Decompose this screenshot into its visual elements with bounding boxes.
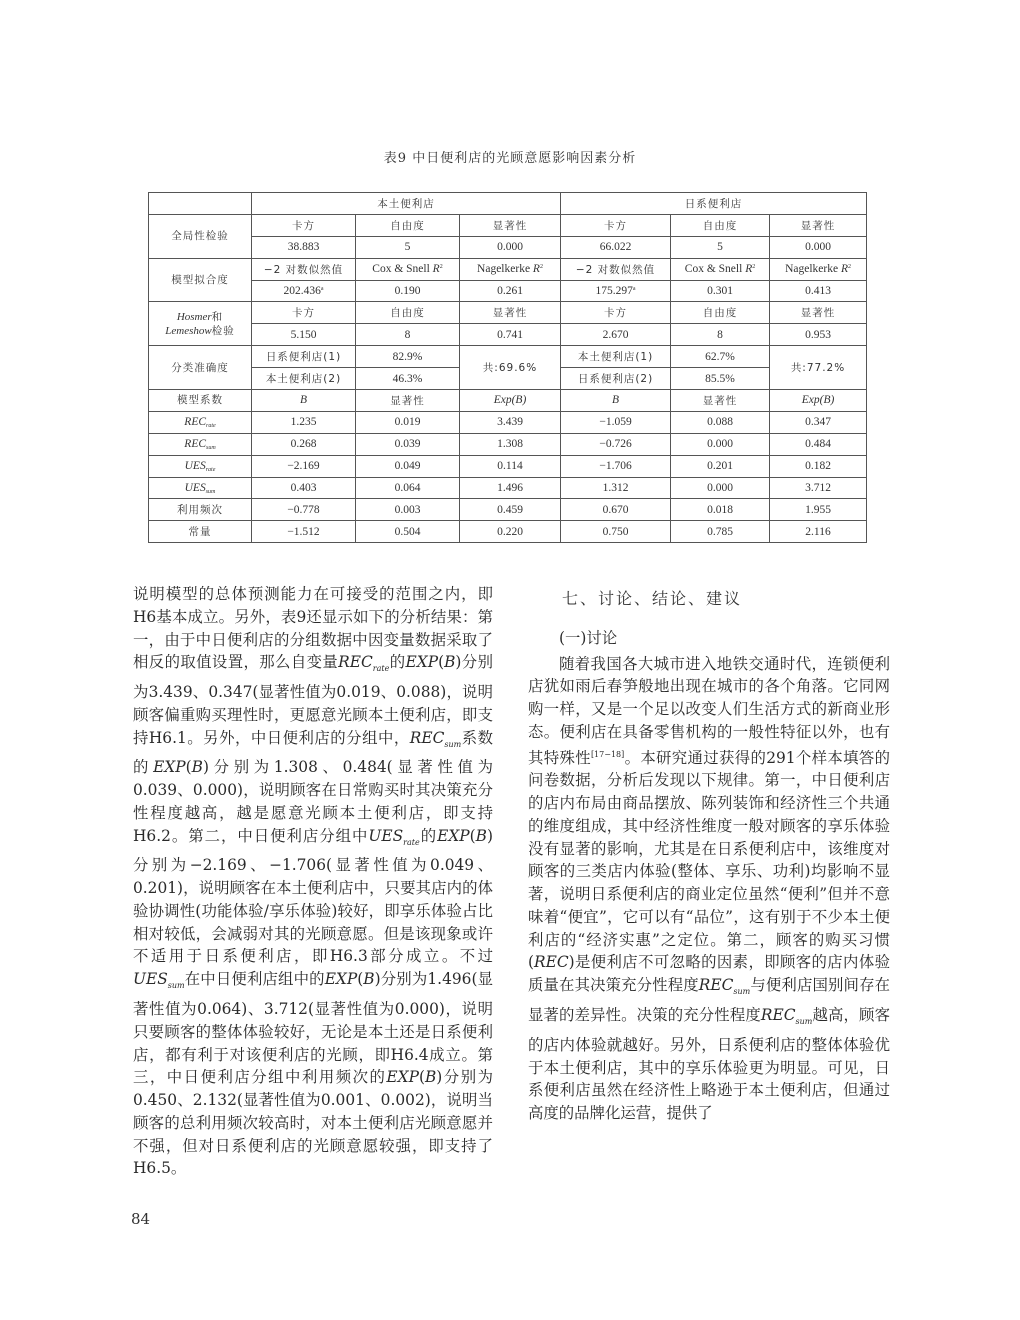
table-cell: 显著性 [460, 214, 561, 236]
cell-text: Lemeshow [165, 324, 212, 337]
table-cell: 8 [356, 324, 460, 346]
superscript: 2 [752, 264, 756, 271]
cell-text: 检验 [211, 324, 235, 337]
cell-text: Nagelkerke [785, 263, 841, 276]
table-cell: 0.785 [671, 521, 770, 543]
table-cell: Exp(B) [460, 390, 561, 412]
var: REC [760, 1005, 796, 1024]
table-cell: 0.301 [671, 280, 770, 302]
var: EXP [437, 826, 470, 845]
cell-text: R [532, 263, 540, 276]
table-cell [770, 258, 867, 280]
superscript: 2 [539, 264, 543, 271]
text: 。本研究通过获得的291个样本填答的问卷数据，分析后发现以下规律。第一，中日便利店的店内布局由商品摆放、陈列装饰和经济性三个共通的维度组成，其中经济性维度一般对顾客的享乐体验没有显著的影响，尤其是在日系便利店中，该维度对顾客的三类店内体验(整体、享乐、功利)均影响不显著，说明日系便利店的商业定位虽然“便利”但并不意味着“便宜”，它可以有“品位”，这有别于不少本土便利店的“经济实惠”之定位。第二，顾客的购买习惯( [528, 748, 890, 972]
table-cell [460, 258, 561, 280]
subsection-heading: (一)讨论 [559, 628, 618, 647]
table-cell: 2.670 [561, 324, 671, 346]
table-cell: 显著性 [460, 302, 561, 324]
table-cell: 8 [671, 324, 770, 346]
table-cell: 62.7% [671, 346, 770, 368]
table-cell: 2.116 [770, 521, 867, 543]
table-cell: 82.9% [356, 346, 460, 368]
text: )分别为1.496(显著性值为0.064)、3.712(显著性值为0.000)，说明只要顾客的整体体验较好，无论是本土还是日系便利店，都有利于对该便利店的光顾，即H6.4成立。第三，中日便利店分组中利用频次的 [133, 970, 493, 1087]
table-row [149, 280, 867, 302]
cell-text: Nagelkerke [477, 263, 533, 276]
table-9 [148, 192, 867, 543]
table-cell: 0.000 [460, 236, 561, 258]
table-cell: 5.150 [252, 324, 356, 346]
table-cell: 0.268 [252, 433, 356, 455]
table-cell: 3.439 [460, 411, 561, 433]
var: B [363, 970, 375, 989]
table-cell: B [252, 390, 356, 412]
table-cell: 5 [671, 236, 770, 258]
table-cell: 0.504 [356, 521, 460, 543]
cell-text: 175.297 [595, 285, 633, 297]
text: ( [418, 1068, 425, 1087]
var: EXP [386, 1068, 419, 1087]
left-column [133, 583, 493, 1180]
text: ( [185, 758, 192, 777]
table-cell: 0.088 [671, 411, 770, 433]
table-cell: −1.512 [252, 521, 356, 543]
table-cell: 0.049 [356, 455, 460, 477]
table-row [149, 236, 867, 258]
table-cell: 日系便利店(1) [252, 346, 356, 368]
table-row [149, 390, 867, 412]
table-cell: 卡方 [252, 214, 356, 236]
table-cell [149, 411, 252, 433]
cell-text: Hosmer [176, 310, 212, 323]
body-paragraph [528, 653, 890, 1125]
table-cell: 自由度 [356, 214, 460, 236]
subscript: sum [795, 1017, 813, 1027]
table-row [149, 346, 867, 368]
table-cell: 本土便利店(1) [561, 346, 671, 368]
table-cell: 0.000 [770, 236, 867, 258]
text: 说明模型的总体预测能力在可接受的范围之内，即H6基本成立。另外，表9还显示如下的分析结果：第一，由于中日便利店的分组数据中因变量数据采取了相反的取值设置，那么自变量 [133, 585, 493, 672]
text: 随着我国各大城市进入地铁交通时代，连锁便利店犹如雨后春笋般地出现在城市的各个角落。它同网购一样，又是一个足以改变人们生活方式的新商业形态。便利店在具备零售机构的一般性特征以外，也有其特殊性 [528, 654, 890, 767]
table-cell: 0.403 [252, 477, 356, 499]
table-cell: −0.778 [252, 499, 356, 521]
table-cell: 0.750 [561, 521, 671, 543]
var: EXP [405, 653, 439, 672]
table-cell [149, 433, 252, 455]
table-row [149, 324, 867, 346]
table-cell: 共:69.6% [460, 346, 561, 390]
subscript: sum [167, 981, 185, 991]
var: B [424, 1068, 437, 1087]
table-cell: 日系便利店(2) [561, 368, 671, 390]
table-cell [356, 258, 460, 280]
table-row [149, 302, 867, 324]
var: REC [534, 953, 569, 972]
table-cell: 0.064 [356, 477, 460, 499]
table-caption: 表9 中日便利店的光顾意愿影响因素分析 [383, 151, 637, 166]
table-cell: 0.459 [460, 499, 561, 521]
cell-text: Cox & Snell [372, 263, 433, 276]
table-cell: 1.308 [460, 433, 561, 455]
subscript: sum [444, 739, 462, 749]
table-cell: 0.182 [770, 455, 867, 477]
table-cell: 卡方 [561, 214, 671, 236]
table-cell: 显著性 [770, 302, 867, 324]
cell-text: REC [184, 415, 207, 428]
table-row [149, 455, 867, 477]
table-cell: 自由度 [671, 214, 770, 236]
cell-text: REC [184, 437, 207, 450]
table-cell: B [561, 390, 671, 412]
text: )分别为−2.169、−1.706(显著性值为0.049、0.201)，说明顾客在本土便利店中，只要其店内的体验协调性(功能体验/享乐体验)较好，即享乐体验占比相对较低，会减弱对其的光顾意愿。但是该现象或许不适用于日系便利店，即H6.3部分成立。不过 [133, 826, 493, 966]
text: 越高，顾客的店内体验就越好。另外，日系便利店的整体体验优于本土便利店，其中的享乐体验更为明显。可见，日系便利店虽然在经济性上略逊于本土便利店，但通过高度的品牌化运营，提供了 [528, 1005, 890, 1123]
text: )分别为3.439、0.347(显著性值为0.019、0.088)，说明顾客偏重购买理性时，更愿意光顾本土便利店，即支持H6.1。另外，中日便利店的分组中， [133, 653, 493, 747]
var: REC [338, 653, 373, 672]
subscript: rate [205, 466, 216, 473]
text: ( [438, 653, 445, 672]
cell-text: R [840, 263, 848, 276]
group-header-local: 本土便利店 [252, 193, 561, 215]
table-cell: Exp(B) [770, 390, 867, 412]
cell-text: UES [184, 481, 206, 494]
page-number: 84 [131, 1210, 151, 1228]
table-cell: −0.726 [561, 433, 671, 455]
table-cell: 0.018 [671, 499, 770, 521]
subscript: rate [206, 422, 216, 429]
table-cell: 46.3% [356, 368, 460, 390]
table-row [149, 499, 867, 521]
subscript: rate [403, 837, 420, 847]
table-row [149, 411, 867, 433]
var: UES [133, 970, 168, 989]
text: 的 [389, 653, 406, 672]
text: 的 [419, 826, 438, 845]
var: UES [368, 826, 404, 845]
table-row [149, 477, 867, 499]
table-cell: −1.059 [561, 411, 671, 433]
var: B [475, 826, 487, 845]
table-cell: 0.220 [460, 521, 561, 543]
table-cell [149, 477, 252, 499]
body-paragraph [133, 583, 493, 1180]
table-cell: 自由度 [671, 302, 770, 324]
table-cell: 0.114 [460, 455, 561, 477]
table-cell: −2 对数似然值 [252, 258, 356, 280]
table-cell: 1.496 [460, 477, 561, 499]
table-cell: 本土便利店(2) [252, 368, 356, 390]
cell-text: R [432, 263, 440, 276]
table-cell: 1.312 [561, 477, 671, 499]
table-cell: −1.706 [561, 455, 671, 477]
table-cell: 0.003 [356, 499, 460, 521]
table-cell: 0.000 [671, 477, 770, 499]
cell-text: Cox & Snell [684, 263, 746, 276]
table-cell: 0.484 [770, 433, 867, 455]
cell-text: R [745, 263, 753, 276]
row-label-coefficients: 模型系数 [149, 390, 252, 412]
table-cell: 显著性 [356, 390, 460, 412]
group-header-japanese: 日系便利店 [561, 193, 867, 215]
table-cell: 0.261 [460, 280, 561, 302]
table-row [149, 258, 867, 280]
table-cell: 显著性 [671, 390, 770, 412]
var: EXP [153, 758, 186, 777]
table-cell: 利用频次 [149, 499, 252, 521]
table-cell: 0.670 [561, 499, 671, 521]
table-cell: 5 [356, 236, 460, 258]
table-cell: 0.413 [770, 280, 867, 302]
subscript: sum [205, 488, 216, 495]
subscript: sum [206, 444, 216, 451]
table-cell: 0.000 [671, 433, 770, 455]
superscript: a [320, 286, 324, 292]
row-label-hl-test [149, 302, 252, 346]
cell-text: UES [184, 459, 206, 472]
var: REC [409, 728, 445, 747]
text: )分别为1.308、0.484(显著性值为0.039、0.000)，说明顾客在日常购买时其决策充分性程度越高，越是愿意光顾本土便利店，即支持H6.2。第二，中日便利店分组中 [133, 758, 493, 845]
table-cell: 1.235 [252, 411, 356, 433]
table-row [149, 521, 867, 543]
table-cell: 显著性 [770, 214, 867, 236]
table-cell: 1.955 [770, 499, 867, 521]
text: 系数的 [133, 728, 493, 777]
table-cell: −2 对数似然值 [561, 258, 671, 280]
table-cell: 85.5% [671, 368, 770, 390]
table-cell: 66.022 [561, 236, 671, 258]
var: EXP [324, 970, 358, 989]
table-cell: 0.201 [671, 455, 770, 477]
superscript: 2 [439, 264, 443, 271]
table-row [149, 433, 867, 455]
empty-corner-cell [149, 193, 252, 215]
superscript: a [632, 286, 636, 292]
table-cell: 自由度 [356, 302, 460, 324]
table-cell: 38.883 [252, 236, 356, 258]
table-cell: 常量 [149, 521, 252, 543]
var: B [444, 653, 456, 672]
table-cell: 0.019 [356, 411, 460, 433]
var: REC [698, 976, 734, 995]
table-cell: 0.741 [460, 324, 561, 346]
text: 在中日便利店组中的 [184, 970, 325, 989]
var: B [191, 758, 203, 777]
citation: [17−18] [590, 749, 625, 759]
table-cell: 3.712 [770, 477, 867, 499]
table-cell [149, 455, 252, 477]
row-label-global-test: 全局性检验 [149, 214, 252, 258]
cell-text: 202.436 [283, 285, 321, 297]
table-cell: 卡方 [561, 302, 671, 324]
text: ( [357, 970, 364, 989]
table-cell: −2.169 [252, 455, 356, 477]
table-cell: 0.190 [356, 280, 460, 302]
table-cell [671, 258, 770, 280]
text: )分别为0.450、2.132(显著性值为0.001、0.002)，说明当顾客的总利用频次较高时，对本土便利店光顾意愿并不强，但对日系便利店的光顾意愿较强，即支持了H6.5。 [133, 1068, 493, 1178]
table-cell [561, 280, 671, 302]
group-header-row [149, 193, 867, 215]
section-heading: 七、讨论、结论、建议 [562, 589, 743, 608]
subscript: sum [733, 987, 751, 997]
text: 与便利店国别间存在显著的差异性。决策的充分性程度 [528, 976, 890, 1024]
subscript: rate [372, 664, 390, 674]
table-cell [252, 280, 356, 302]
table-row [149, 214, 867, 236]
superscript: 2 [847, 264, 851, 271]
right-column [528, 583, 890, 1125]
cell-text: 和 [211, 310, 224, 323]
table-cell: 0.953 [770, 324, 867, 346]
text: )是便利店不可忽略的因素，即顾客的店内体验质量在其决策充分性程度 [528, 953, 890, 995]
text: ( [469, 826, 476, 845]
table-cell: 共:77.2% [770, 346, 867, 390]
table-cell: 0.347 [770, 411, 867, 433]
row-label-classification: 分类准确度 [149, 346, 252, 390]
row-label-model-fit: 模型拟合度 [149, 258, 252, 302]
table-cell: 0.039 [356, 433, 460, 455]
table-cell: 卡方 [252, 302, 356, 324]
